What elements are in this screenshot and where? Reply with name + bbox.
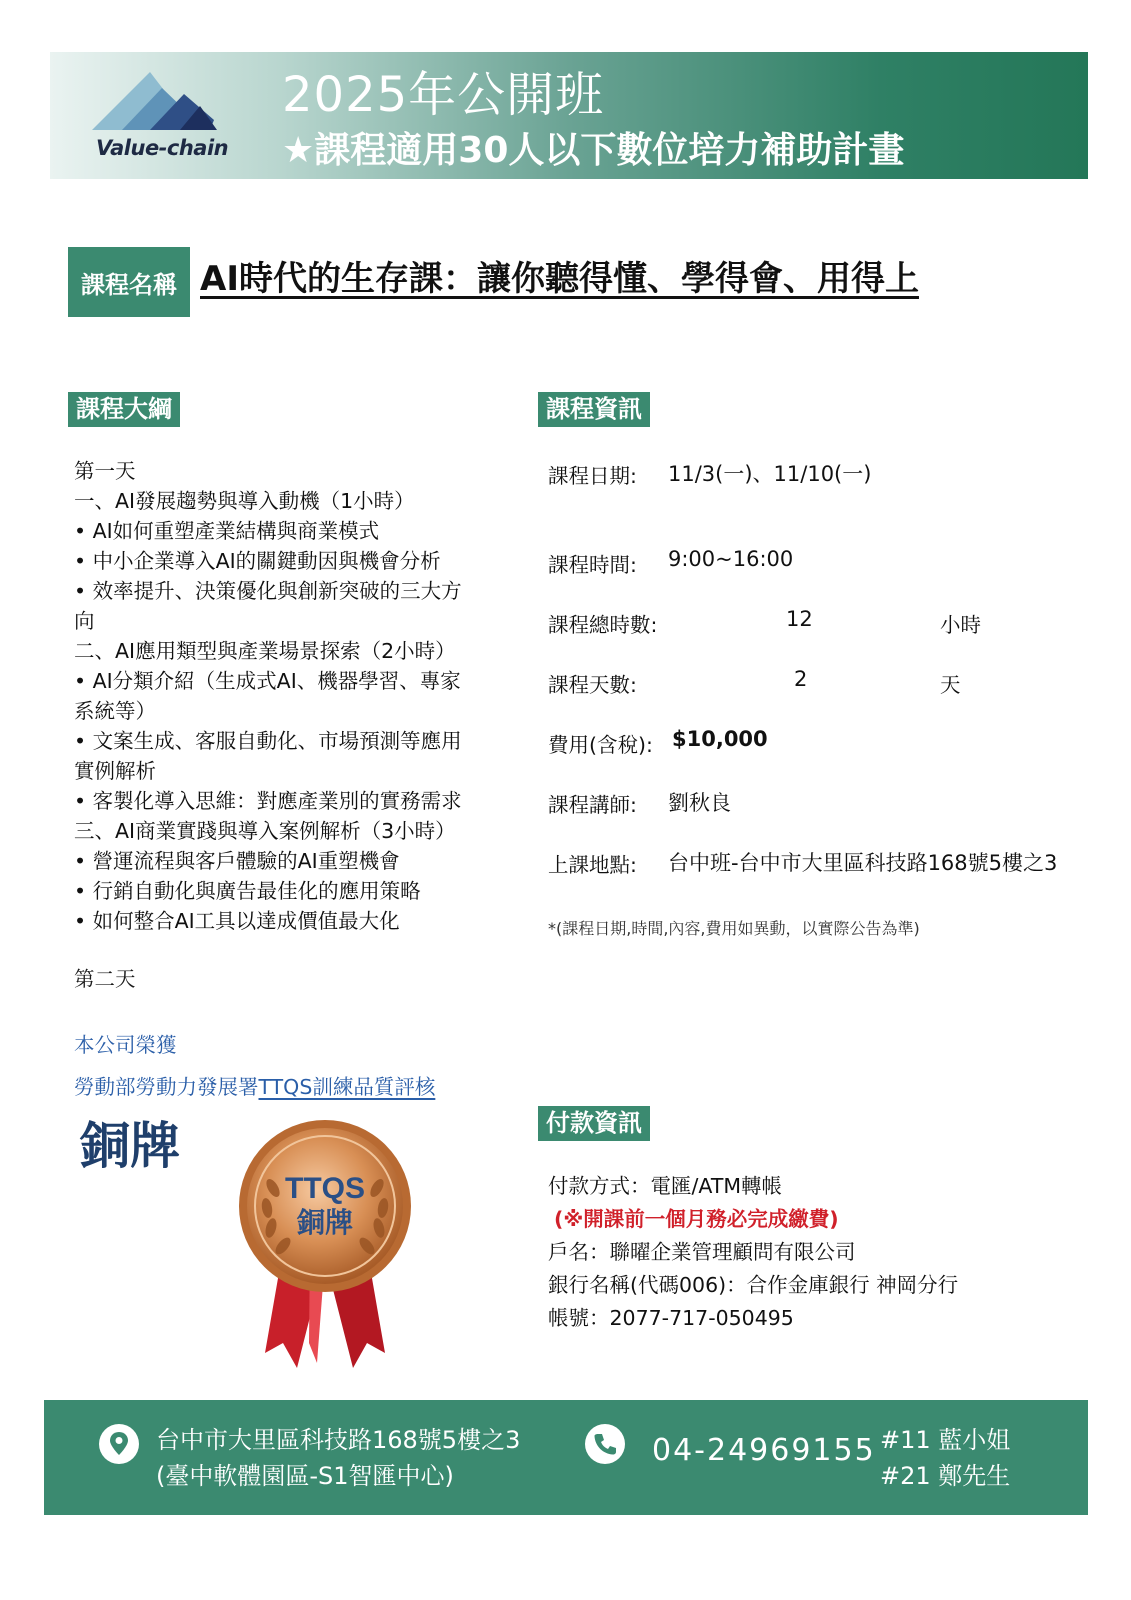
account-number: 帳號：2077-717-050495 <box>548 1306 794 1330</box>
ttqs-link[interactable]: TTQS訓練品質評核 <box>258 1075 436 1099</box>
course-name-badge: 課程名稱 <box>68 247 190 317</box>
hours-label: 課程總時數: <box>548 613 658 637</box>
footer-contact: #11 藍小姐 <box>880 1426 1011 1454</box>
outline-line: • 文案生成、客服自動化、市場預測等應用 <box>74 729 462 753</box>
footer-address-sub: (臺中軟體園區-S1智匯中心) <box>156 1462 454 1490</box>
award-title: 銅牌 <box>80 1117 180 1175</box>
payment-notice: (※開課前一個月務必完成繳費) <box>554 1207 839 1231</box>
teacher-value: 劉秋良 <box>668 791 731 815</box>
outline-line: 三、AI商業實踐與導入案例解析（3小時） <box>74 819 456 843</box>
outline-day2: 第二天 <box>74 967 136 991</box>
footer-address: 台中市大里區科技路168號5樓之3 <box>156 1426 521 1454</box>
outline-line: • 營運流程與客戶體驗的AI重塑機會 <box>74 849 400 873</box>
outline-line: • 效率提升、決策優化與創新突破的三大方 <box>74 579 462 603</box>
fee-label: 費用(含稅): <box>548 733 653 757</box>
account-name: 戶名：聯曜企業管理顧問有限公司 <box>548 1240 856 1264</box>
honor-line-2 <box>74 1070 435 1100</box>
outline-line: • AI如何重塑產業結構與商業模式 <box>74 519 380 543</box>
honor-line: 本公司榮獲 <box>74 1033 177 1057</box>
honor-org: 勞動部勞動力發展署 <box>74 1075 259 1099</box>
phone-icon <box>584 1423 626 1465</box>
time-value: 9:00~16:00 <box>668 547 794 571</box>
logo-text: Value-chain <box>96 136 229 160</box>
days-label: 課程天數: <box>548 673 637 697</box>
footer-contact-2: #21 鄭先生 <box>880 1462 1011 1490</box>
outline-line: 向 <box>74 609 95 633</box>
location-value: 台中班-台中市大里區科技路168號5樓之3 <box>668 851 1058 875</box>
outline-line: 實例解析 <box>74 759 156 783</box>
medal-text-1: TTQS <box>285 1172 365 1205</box>
medal-text-2: 銅牌 <box>296 1206 354 1239</box>
outline-line: 二、AI應用類型與產業場景探索（2小時） <box>74 639 456 663</box>
footer-phone[interactable]: 04-24969155 <box>652 1433 876 1468</box>
outline-line: 系統等） <box>74 699 156 723</box>
outline-line: • 客製化導入思維：對應產業別的實務需求 <box>74 789 462 813</box>
outline-line: 第一天 <box>74 459 136 483</box>
hours-value: 12 <box>786 607 813 631</box>
date-value: 11/3(一)、11/10(一) <box>668 462 872 486</box>
outline-section-header: 課程大綱 <box>68 392 180 427</box>
info-note: *(課程日期,時間,內容,費用如異動，以實際公告為準) <box>548 919 920 938</box>
outline-line: • 中小企業導入AI的關鍵動因與機會分析 <box>74 549 441 573</box>
banner-subtitle: ★課程適用30人以下數位培力補助計畫 <box>282 130 905 171</box>
course-outline <box>74 456 514 936</box>
payment-section-header: 付款資訊 <box>538 1106 650 1141</box>
payment-method: 付款方式：電匯/ATM轉帳 <box>548 1174 783 1198</box>
course-title: AI時代的生存課：讓你聽得懂、學得會、用得上 <box>200 259 919 299</box>
fee-value: $10,000 <box>672 727 768 751</box>
bank-name: 銀行名稱(代碼006)：合作金庫銀行 神岡分行 <box>548 1273 959 1297</box>
date-label: 課程日期: <box>548 464 637 488</box>
time-label: 課程時間: <box>548 553 637 577</box>
outline-line: • AI分類介紹（生成式AI、機器學習、專家 <box>74 669 461 693</box>
days-unit: 天 <box>940 673 961 697</box>
info-section-header: 課程資訊 <box>538 392 650 427</box>
banner-title: 2025年公開班 <box>282 67 605 123</box>
medal-icon <box>225 1118 425 1368</box>
mountain-logo-icon <box>92 68 222 134</box>
location-pin-icon <box>98 1423 140 1465</box>
days-value: 2 <box>794 667 808 691</box>
payment-info <box>548 1170 958 1335</box>
location-label: 上課地點: <box>548 853 637 877</box>
outline-line: • 行銷自動化與廣告最佳化的應用策略 <box>74 879 421 903</box>
outline-line: 一、AI發展趨勢與導入動機（1小時） <box>74 489 415 513</box>
teacher-label: 課程講師: <box>548 793 637 817</box>
outline-line: • 如何整合AI工具以達成價值最大化 <box>74 909 400 933</box>
hours-unit: 小時 <box>940 613 981 637</box>
